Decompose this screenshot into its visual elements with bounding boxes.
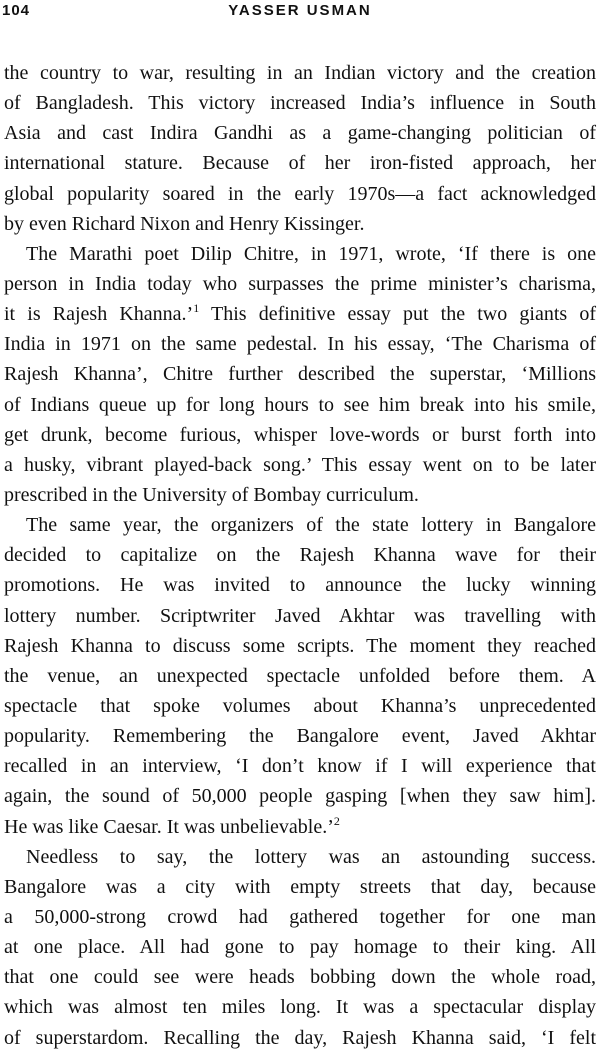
- text-line: lottery number. Scriptwriter Javed Akhtar was travelling with: [4, 604, 596, 627]
- text-line: a 50,000-strong crowd had gathered together for one man: [4, 905, 596, 928]
- paragraph-2: [4, 239, 596, 510]
- text-line: Asia and cast Indira Gandhi as a game-changing politician of: [4, 122, 596, 145]
- text-line: that one could see were heads bobbing down the whole road,: [4, 966, 596, 989]
- text-line: popularity. Remembering the Bangalore event, Javed Akhtar: [4, 725, 596, 748]
- text-line: a husky, vibrant played-back song.’ This essay went on to be later: [4, 453, 596, 476]
- text-line: of superstardom. Recalling the day, Rajesh Khanna said, ‘I felt: [4, 1026, 596, 1049]
- text-line: decided to capitalize on the Rajesh Khanna wave for their: [4, 544, 596, 567]
- paragraph-3: [4, 510, 596, 842]
- page-number: 104: [2, 2, 31, 19]
- text-line: Needless to say, the lottery was an astounding success.: [26, 845, 596, 868]
- endnote-marker-1: 1: [193, 301, 200, 316]
- text-fragment: He was like Caesar. It was unbelievable.’: [4, 815, 334, 838]
- text-line: prescribed in the University of Bombay curriculum.: [4, 483, 419, 506]
- text-line: spectacle that spoke volumes about Khanna’s unprecedented: [4, 694, 596, 717]
- text-line: again, the sound of 50,000 people gasping [when they saw him].: [4, 785, 596, 808]
- text-line: of Indians queue up for long hours to see him break into his smile,: [4, 393, 596, 416]
- text-line-with-note: [4, 299, 596, 329]
- body-text: [4, 58, 596, 1053]
- paragraph-4: [4, 842, 596, 1053]
- text-line: at one place. All had gone to pay homage to their king. All: [4, 936, 596, 959]
- text-line: get drunk, become furious, whisper love-words or burst forth into: [4, 423, 596, 446]
- text-line: which was almost ten miles long. It was a spectacular display: [4, 996, 596, 1019]
- text-fragment: This definitive essay put the two giants of: [199, 303, 596, 326]
- text-line: international stature. Because of her iron-fisted approach, her: [4, 152, 596, 175]
- text-line: global popularity soared in the early 1970s—a fact acknowledged: [4, 182, 596, 205]
- text-line: Bangalore was a city with empty streets that day, because: [4, 875, 596, 898]
- text-line: Rajesh Khanna’, Chitre further described the superstar, ‘Millions: [4, 363, 596, 386]
- text-line: Rajesh Khanna to discuss some scripts. The moment they reached: [4, 634, 596, 657]
- text-line: The same year, the organizers of the state lottery in Bangalore: [26, 514, 596, 537]
- text-line: person in India today who surpasses the prime minister’s charisma,: [4, 272, 596, 295]
- running-head-author: YASSER USMAN: [228, 2, 372, 19]
- text-line: the country to war, resulting in an Indian victory and the creation: [4, 62, 596, 84]
- text-line: by even Richard Nixon and Henry Kissinger.: [4, 212, 365, 235]
- text-line: of Bangladesh. This victory increased India’s influence in South: [4, 92, 596, 115]
- endnote-marker-2: 2: [333, 813, 340, 828]
- text-line: promotions. He was invited to announce the lucky winning: [4, 574, 596, 597]
- paragraph-1: [4, 58, 596, 239]
- text-line-with-note: [4, 812, 596, 842]
- running-head: [0, 0, 600, 30]
- text-fragment: it is Rajesh Khanna.’: [4, 303, 194, 326]
- text-line: the venue, an unexpected spectacle unfolded before them. A: [4, 664, 596, 687]
- text-line: The Marathi poet Dilip Chitre, in 1971, wrote, ‘If there is one: [26, 242, 596, 265]
- text-line: recalled in an interview, ‘I don’t know if I will experience that: [4, 755, 596, 778]
- text-line: India in 1971 on the same pedestal. In his essay, ‘The Charisma of: [4, 333, 596, 356]
